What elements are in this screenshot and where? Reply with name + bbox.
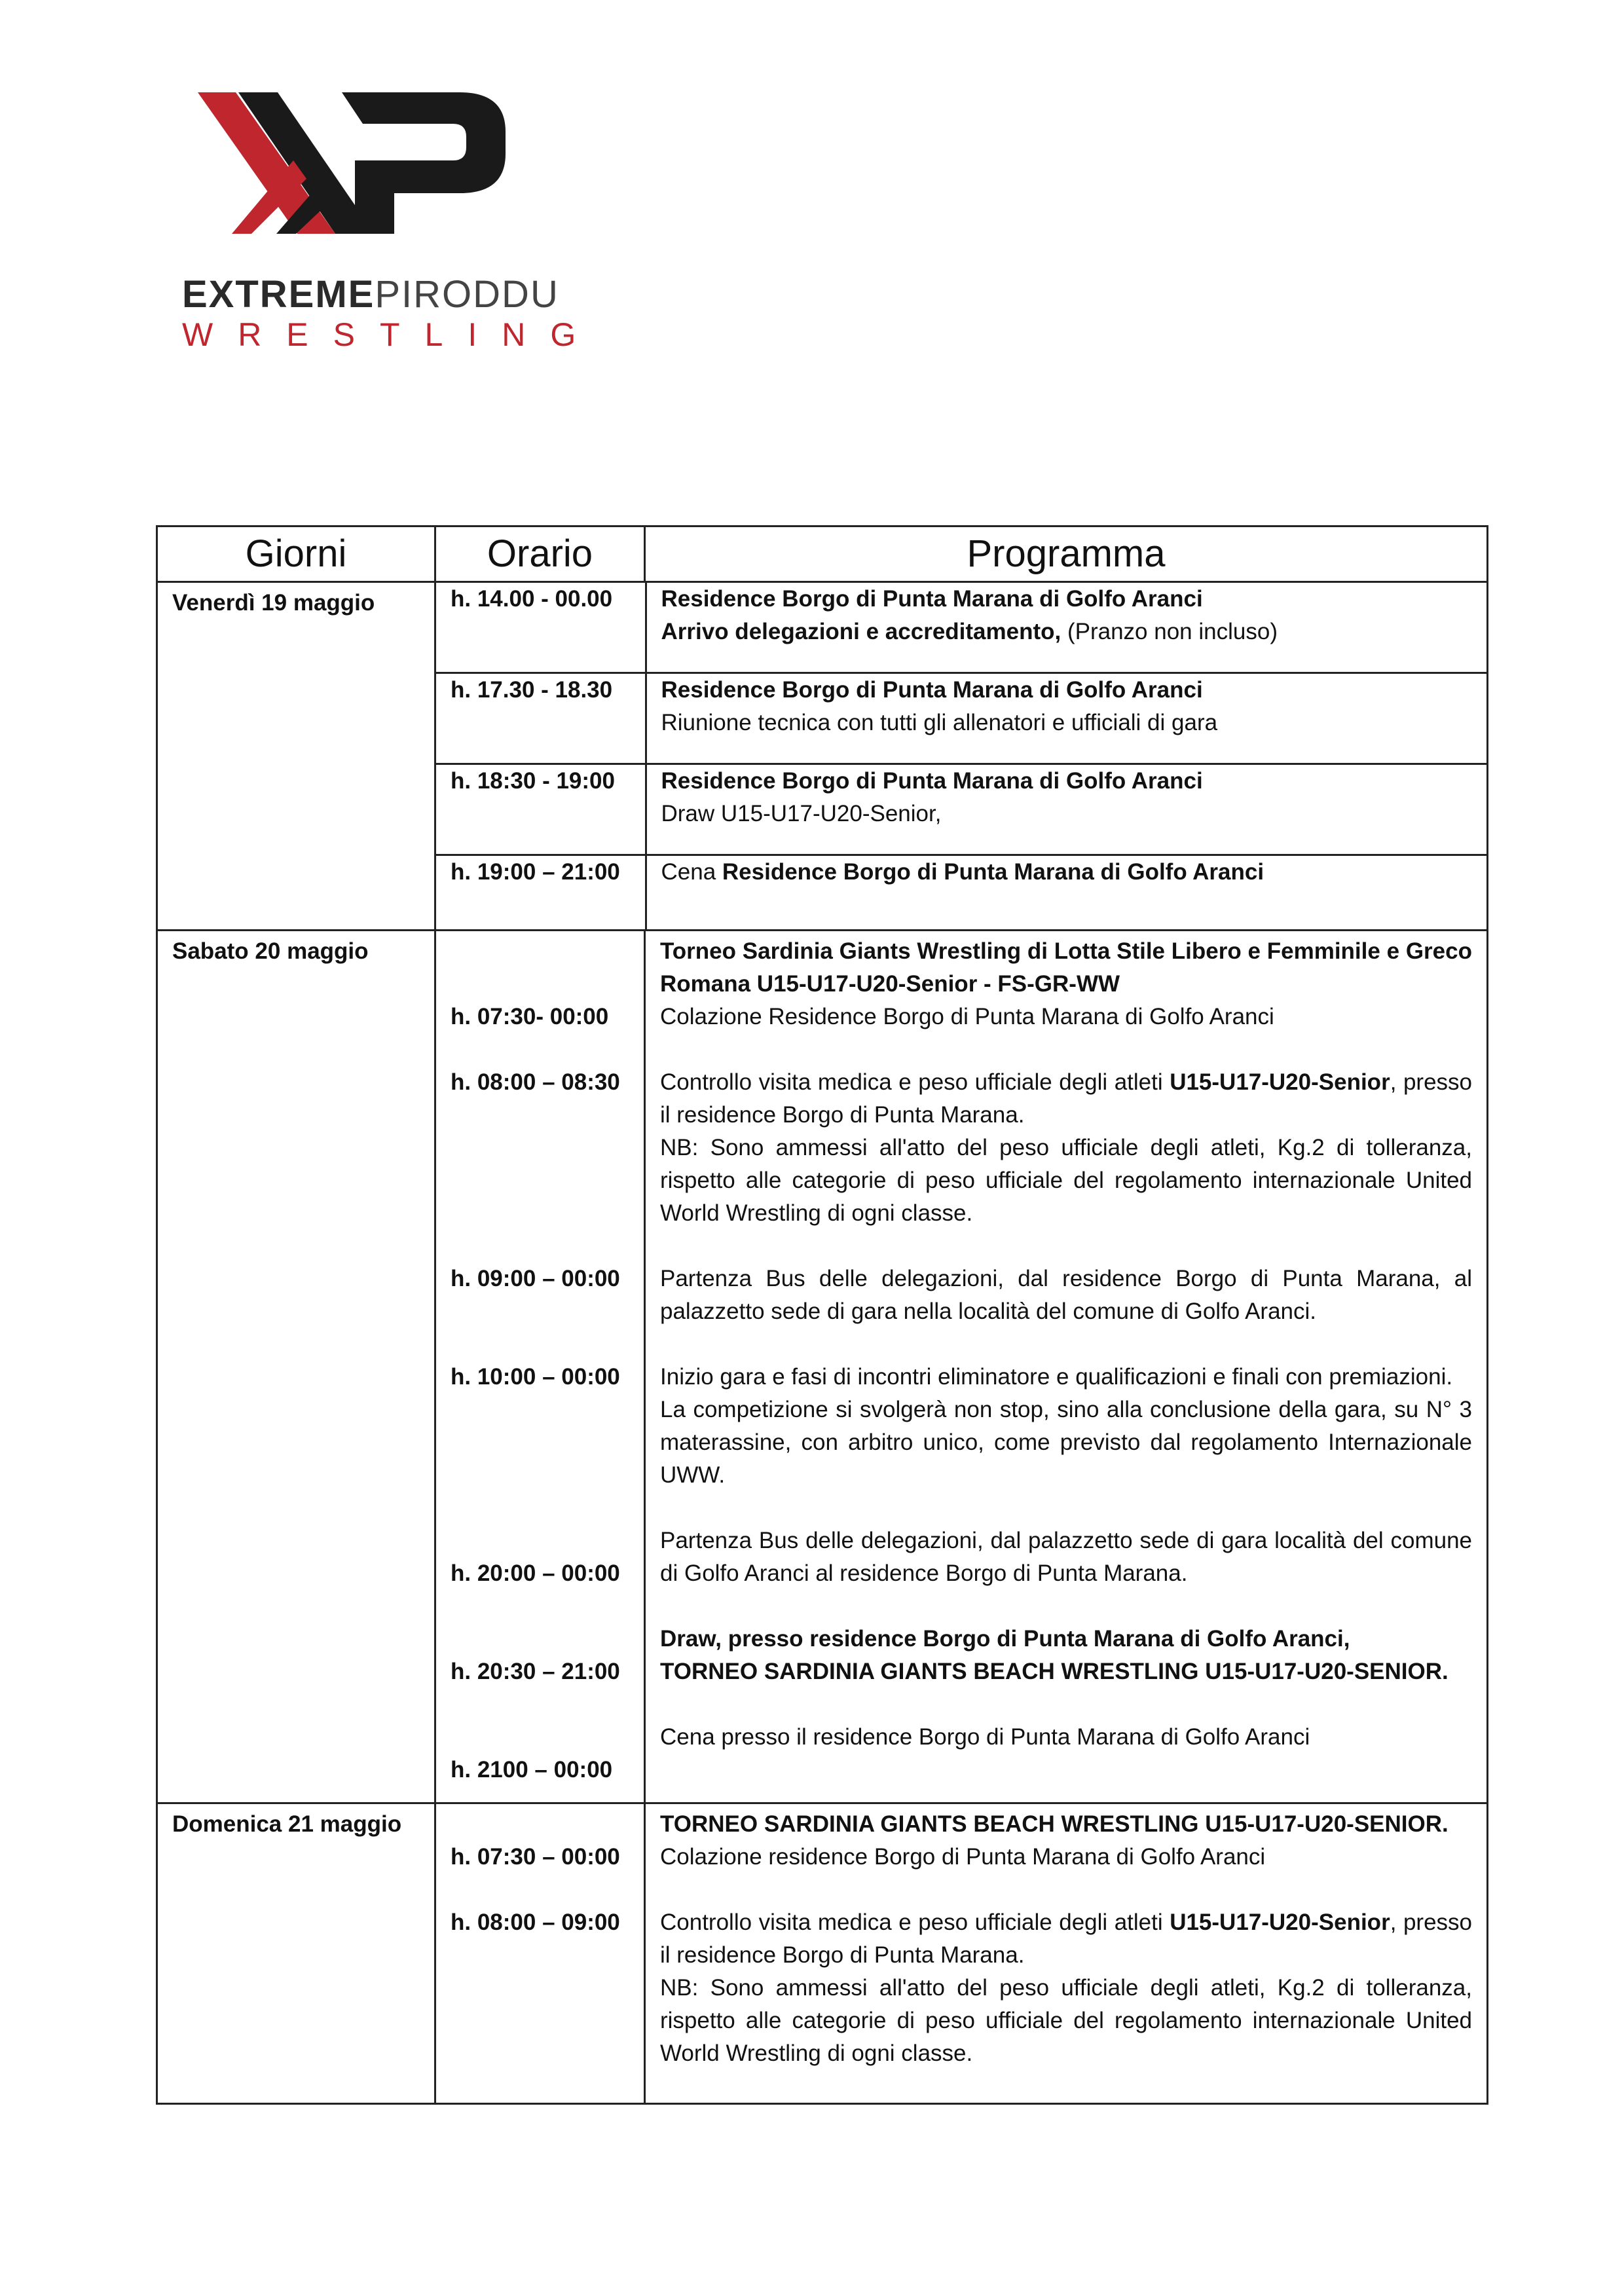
program-text: Partenza Bus delle delegazioni, dal residence Borgo di Punta Marana, al palazzetto sede di gara nella località del comune di Golfo Aranci.	[660, 1266, 1472, 1324]
brand-wordmark	[182, 273, 601, 354]
time-cell: h. 10:00 – 00:00	[451, 1364, 620, 1390]
program-text: Colazione Residence Borgo di Punta Marana di Golfo Aranci	[660, 1004, 1274, 1029]
header-days: Giorni	[157, 526, 435, 582]
program-text: Riunione tecnica con tutti gli allenatori e ufficiali di gara	[661, 710, 1218, 735]
time-cell: h. 08:00 – 09:00	[451, 1910, 620, 1935]
program-title: Residence Borgo di Punta Marana di Golfo Aranci	[661, 677, 1203, 703]
program-text-b: U15-U17-U20-Senior	[1170, 1910, 1390, 1935]
time-cell: h. 07:30- 00:00	[451, 1004, 609, 1029]
program-text-a: Controllo visita medica e peso ufficiale degli atleti	[660, 1910, 1170, 1935]
program-text: Draw U15-U17-U20-Senior,	[661, 801, 942, 826]
time-cell: h. 08:00 – 08:30	[451, 1069, 620, 1095]
program-text-2: La competizione si svolgerà non stop, sino alla conclusione della gara, su N° 3 materassine, con arbitro unico, come previsto dal regolamento Internazionale UWW.	[660, 1397, 1472, 1488]
program-title: Residence Borgo di Punta Marana di Golfo Aranci	[661, 768, 1203, 794]
time-cell: h. 20:30 – 21:00	[451, 1659, 620, 1684]
time-cell: h. 18:30 - 19:00	[436, 764, 646, 855]
time-cell: h. 19:00 – 21:00	[436, 855, 646, 930]
time-cell: h. 17.30 - 18.30	[436, 673, 646, 764]
program-text-bold: Arrivo delegazioni e accreditamento,	[661, 619, 1061, 644]
brand-subtitle: WRESTLING	[182, 316, 601, 353]
brand-name-light: PIRODDU	[375, 273, 559, 316]
program-text: Partenza Bus delle delegazioni, dal palazzetto sede di gara località del comune di Golfo Aranci al residence Borgo di Punta Marana.	[660, 1528, 1472, 1586]
program-title: Residence Borgo di Punta Marana di Golfo Aranci	[661, 586, 1203, 612]
time-cell: h. 20:00 – 00:00	[451, 1561, 620, 1586]
saturday-heading: Torneo Sardinia Giants Wrestling di Lotta Stile Libero e Femminile e Greco Romana U15-U17-U20-Senior - FS-GR-WW	[660, 938, 1472, 997]
table-row	[436, 583, 1488, 673]
table-row	[436, 764, 1488, 855]
program-text: Colazione residence Borgo di Punta Marana di Golfo Aranci	[660, 1844, 1266, 1870]
program-text: (Pranzo non incluso)	[1061, 619, 1278, 644]
day-sunday: Domenica 21 maggio	[157, 1803, 435, 2104]
program-text-c: , presso il residence Borgo di Punta Marana.	[660, 1069, 1472, 1128]
time-cell: h. 09:00 – 00:00	[451, 1266, 620, 1291]
program-text-a: Controllo visita medica e peso ufficiale degli atleti	[660, 1069, 1170, 1095]
header-time: Orario	[435, 526, 645, 582]
sunday-heading: TORNEO SARDINIA GIANTS BEACH WRESTLING U15-U17-U20-SENIOR.	[660, 1811, 1449, 1837]
program-bold-1: Draw, presso residence Borgo di Punta Marana di Golfo Aranci,	[660, 1626, 1350, 1652]
program-bold-2: TORNEO SARDINIA GIANTS BEACH WRESTLING U15-U17-U20-SENIOR.	[660, 1659, 1449, 1684]
program-text-b: U15-U17-U20-Senior	[1170, 1069, 1390, 1095]
header-program: Programma	[645, 526, 1488, 582]
table-row	[436, 855, 1488, 930]
time-cell: h. 2100 – 00:00	[451, 1757, 613, 1782]
brand-name-bold: EXTREME	[182, 273, 375, 316]
program-text: Cena presso il residence Borgo di Punta Marana di Golfo Aranci	[660, 1724, 1310, 1750]
program-prefix: Cena	[661, 859, 722, 885]
schedule-table	[156, 525, 1488, 2105]
time-cell: h. 14.00 - 00.00	[436, 583, 646, 673]
friday-rows	[436, 583, 1488, 929]
program-text-c: , presso il residence Borgo di Punta Marana.	[660, 1910, 1472, 1968]
program-note: NB: Sono ammessi all'atto del peso ufficiale degli atleti, Kg.2 di tolleranza, rispetto alle categorie di peso ufficiale del regolamento internazionale United World Wrestling di ogni classe.	[660, 1975, 1472, 2066]
time-cell: h. 07:30 – 00:00	[451, 1844, 620, 1870]
table-row	[436, 673, 1488, 764]
day-saturday: Sabato 20 maggio	[157, 931, 435, 1803]
program-note: NB: Sono ammessi all'atto del peso ufficiale degli atleti, Kg.2 di tolleranza, rispetto alle categorie di peso ufficiale del regolamento internazionale United World Wrestling di ogni classe.	[660, 1135, 1472, 1226]
program-text: Inizio gara e fasi di incontri eliminatore e qualificazioni e finali con premiazioni.	[660, 1364, 1453, 1390]
day-friday: Venerdì 19 maggio	[157, 582, 435, 931]
program-title: Residence Borgo di Punta Marana di Golfo Aranci	[722, 859, 1264, 885]
xp-logo-icon	[178, 82, 555, 278]
